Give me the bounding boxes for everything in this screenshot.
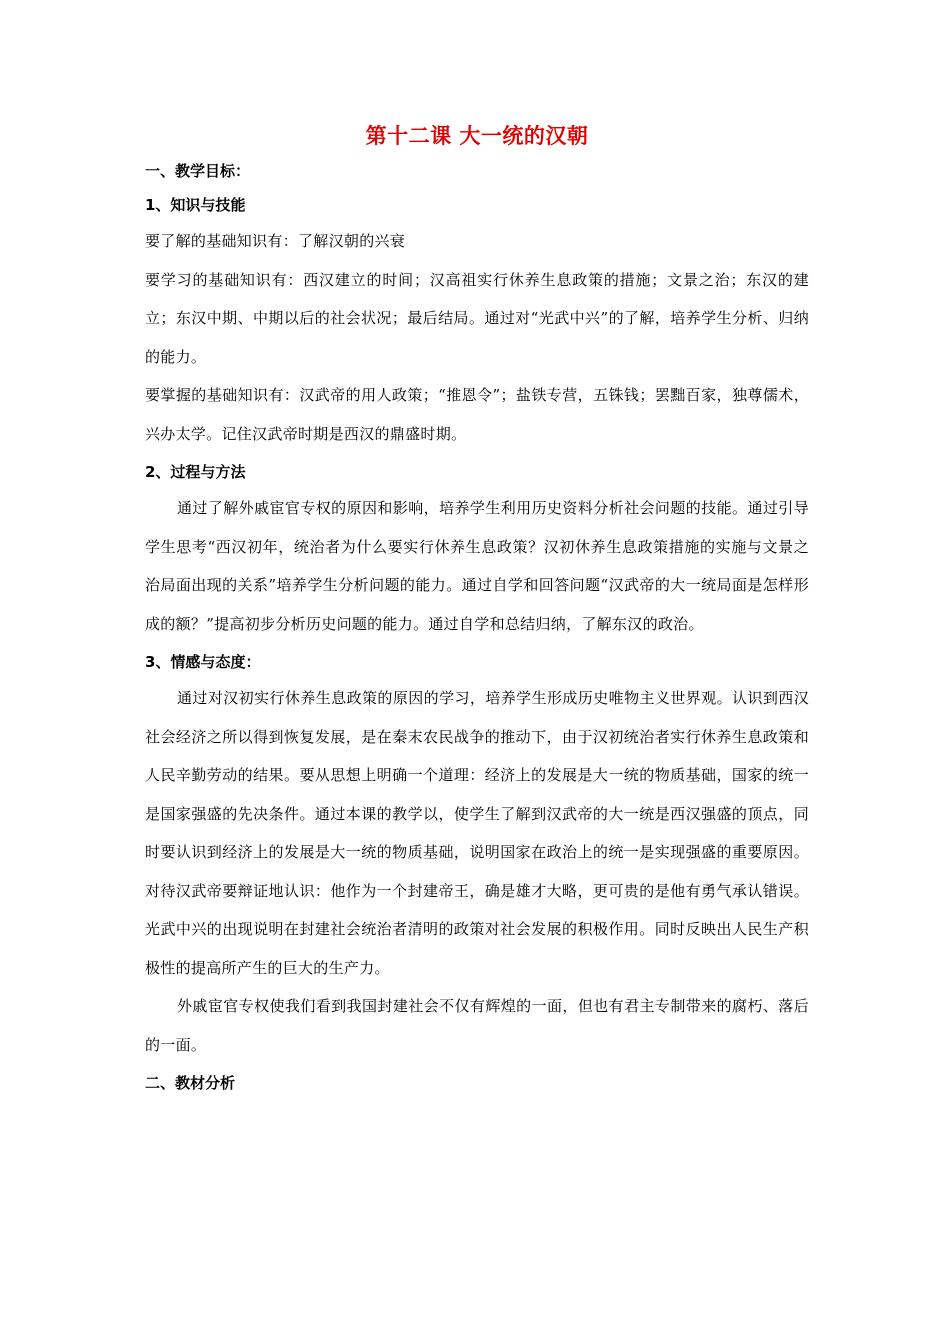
subheading-knowledge-skills: 1、知识与技能: [145, 196, 246, 214]
paragraph-understand-basics: 要了解的基础知识有：了解汉朝的兴衰: [145, 232, 406, 250]
paragraph-learn-basics: 要学习的基础知识有：西汉建立的时间；汉高祖实行休养生息政策的措施；文景之治；东汉的建立；东汉中期、中期以后的社会状况；最后结局。通过对“光武中兴”的了解，培养学生分析、归纳的能力。: [145, 270, 809, 366]
paragraph-process-methods: 通过了解外戚宦官专权的原因和影响，培养学生利用历史资料分析社会问题的技能。通过引导学生思考“西汉初年，统治者为什么要实行休养生息政策？汉初休养生息政策措施的实施与文景之治局面出现的关系”培养学生分析问题的能力。通过自学和回答问题“汉武帝的大一统局面是怎样形成的额？”提高初步分析历史问题的能力。通过自学和总结归纳，了解东汉的政治。: [145, 499, 809, 633]
subheading-emotion-attitude: 3、情感与态度：: [145, 653, 261, 671]
section-heading-textbook-analysis: 二、教材分析: [145, 1074, 236, 1092]
section-heading-teaching-goals: 一、教学目标：: [145, 162, 251, 180]
paragraph-emotion-attitude-2: 外戚宦官专权使我们看到我国封建社会不仅有辉煌的一面，但也有君主专制带来的腐朽、落后的一面。: [145, 997, 809, 1054]
paragraph-master-basics: 要掌握的基础知识有：汉武帝的用人政策；“推恩令”；盐铁专营，五铢钱；罢黜百家，独尊儒术，兴办太学。记住汉武帝时期是西汉的鼎盛时期。: [145, 386, 809, 443]
document-page: [145, 118, 809, 1106]
subheading-process-methods: 2、过程与方法: [145, 463, 246, 481]
page-title: 第十二课 大一统的汉朝: [365, 124, 589, 148]
paragraph-emotion-attitude-1: 通过对汉初实行休养生息政策的原因的学习，培养学生形成历史唯物主义世界观。认识到西汉社会经济之所以得到恢复发展，是在秦末农民战争的推动下，由于汉初统治者实行休养生息政策和人民辛勤劳动的结果。要从思想上明确一个道理：经济上的发展是大一统的物质基础，国家的统一是国家强盛的先决条件。通过本课的教学以，使学生了解到汉武帝的大一统是西汉强盛的顶点，同时要认识到经济上的发展是大一统的物质基础，说明国家在政治上的统一是实现强盛的重要原因。对待汉武帝要辩证地认识：他作为一个封建帝王，确是雄才大略，更可贵的是他有勇气承认错误。光武中兴的出现说明在封建社会统治者清明的政策对社会发展的积极作用。同时反映出人民生产积极性的提高所产生的巨大的生产力。: [145, 689, 809, 977]
